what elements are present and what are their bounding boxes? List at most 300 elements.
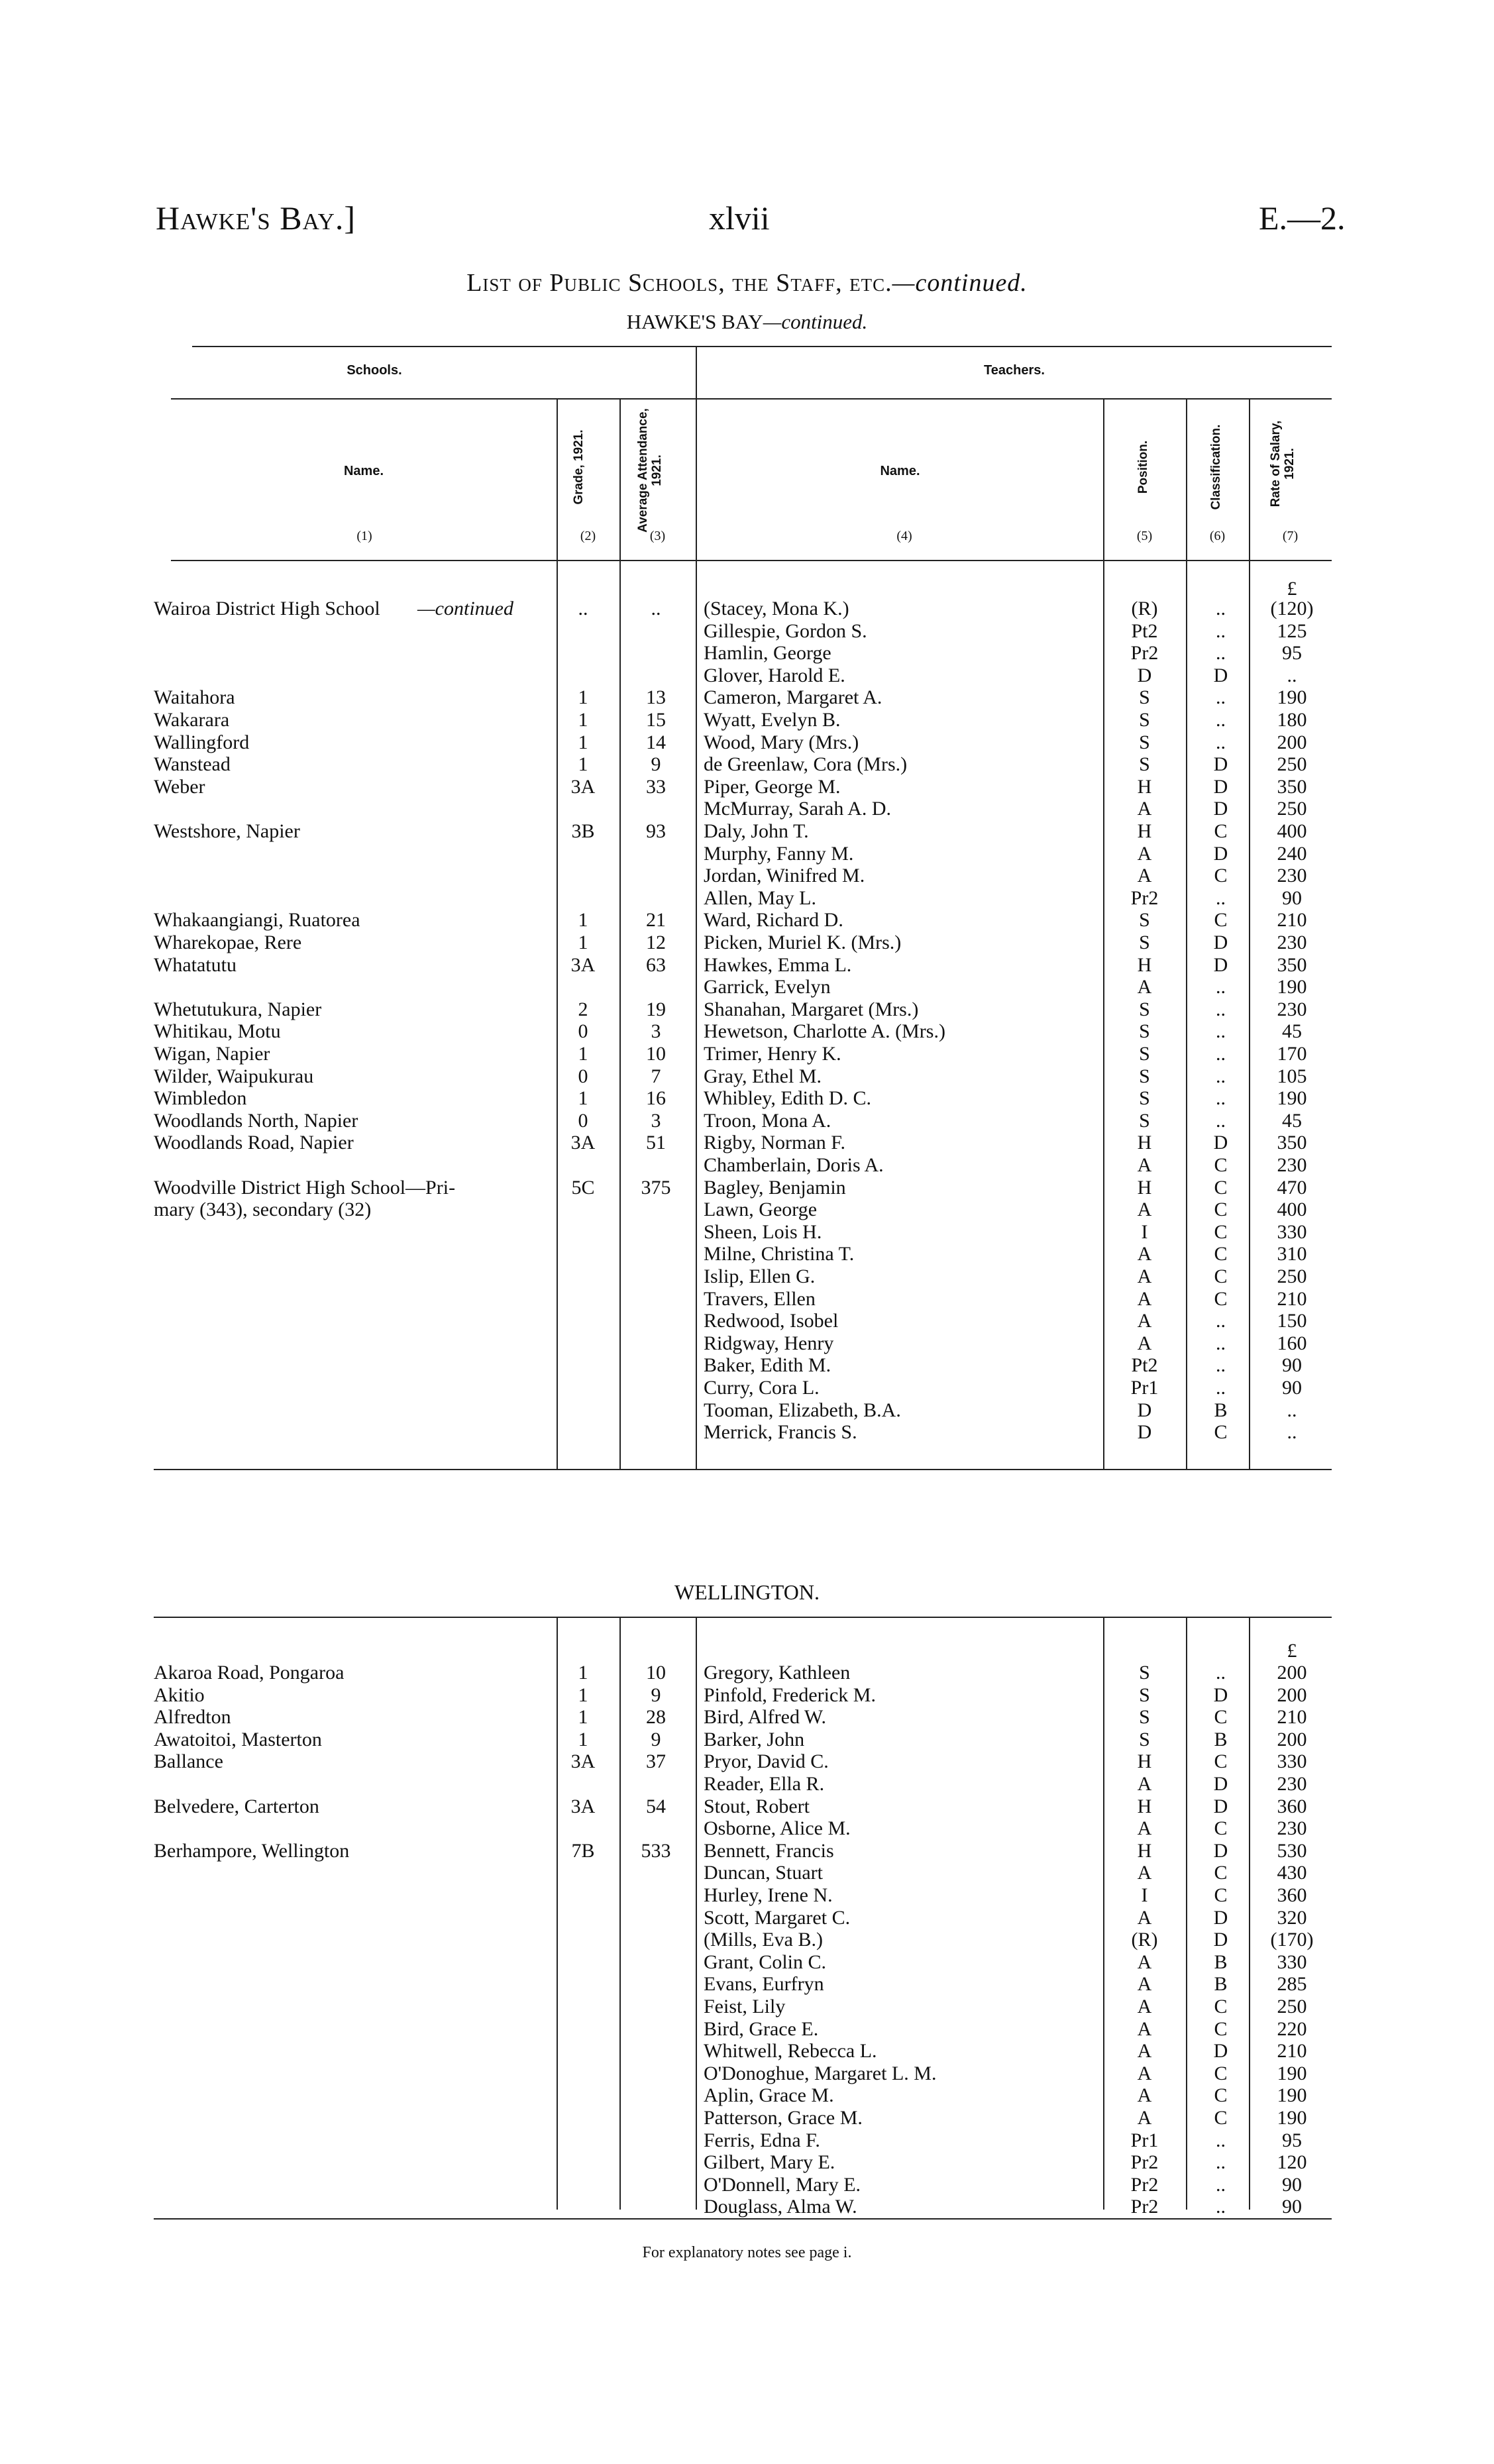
salary: 240 <box>1277 842 1307 865</box>
attendance: 28 <box>646 1706 666 1729</box>
teacher-name: Hawkes, Emma L. <box>704 953 852 976</box>
table-bottom-rule <box>154 1469 1332 1470</box>
position: A <box>1137 2084 1152 2107</box>
classification: C <box>1214 1706 1228 1729</box>
attendance: .. <box>651 598 661 619</box>
classification: .. <box>1216 1043 1226 1065</box>
classification: .. <box>1216 1109 1226 1132</box>
classification: D <box>1213 2040 1228 2062</box>
salary: 210 <box>1277 909 1307 932</box>
classification: D <box>1213 932 1228 953</box>
classification: .. <box>1216 886 1226 909</box>
salary: 220 <box>1277 2017 1307 2040</box>
colnum-5: (5) <box>1136 529 1153 543</box>
classification: B <box>1214 1399 1228 1421</box>
position: A <box>1137 865 1152 887</box>
attendance: 12 <box>646 932 666 953</box>
teacher-name: Evans, Eurfryn <box>704 1973 824 1996</box>
school-name: Woodlands North, Napier <box>154 1109 358 1132</box>
classification: .. <box>1216 998 1226 1020</box>
position: Pt2 <box>1131 619 1158 642</box>
classification: .. <box>1216 1377 1226 1399</box>
teacher-name: Chamberlain, Doris A. <box>704 1154 884 1176</box>
grade: 3A <box>570 1795 596 1817</box>
school-name: Wharekopae, Rere <box>154 932 302 953</box>
position: A <box>1137 2040 1152 2062</box>
teacher-name: Bird, Alfred W. <box>704 1706 826 1729</box>
classification: C <box>1214 820 1228 842</box>
classification: B <box>1214 1973 1228 1996</box>
teacher-name: Jordan, Winifred M. <box>704 865 865 887</box>
grade: 1 <box>578 709 588 731</box>
school-name: Berhampore, Wellington <box>154 1839 350 1862</box>
table-row <box>0 909 1494 931</box>
position: S <box>1139 709 1150 731</box>
salary: 250 <box>1277 753 1307 776</box>
salary: 320 <box>1277 1906 1307 1929</box>
table-row <box>0 1377 1494 1399</box>
salary: 190 <box>1277 686 1307 709</box>
salary: 250 <box>1277 1265 1307 1287</box>
position: D <box>1137 664 1152 686</box>
salary: 90 <box>1282 2196 1302 2218</box>
position: Pt2 <box>1131 1354 1158 1377</box>
classification: B <box>1214 1728 1228 1750</box>
classification: C <box>1214 1154 1228 1176</box>
grade: 1 <box>578 1087 588 1110</box>
position: S <box>1139 932 1150 953</box>
table-row <box>0 1817 1494 1839</box>
teacher-name: Rigby, Norman F. <box>704 1132 845 1154</box>
teacher-name: O'Donoghue, Margaret L. M. <box>704 2062 937 2084</box>
grade: 1 <box>578 1043 588 1065</box>
position: I <box>1141 1884 1148 1906</box>
salary: 200 <box>1277 1728 1307 1750</box>
position: S <box>1139 753 1150 776</box>
teacher-name: Wood, Mary (Mrs.) <box>704 731 859 753</box>
classification: C <box>1214 1862 1228 1884</box>
position: Pr2 <box>1130 642 1159 665</box>
classification: .. <box>1216 642 1226 665</box>
attendance: 33 <box>646 775 666 798</box>
grade: 3B <box>571 820 595 842</box>
grade: 7B <box>571 1839 595 1862</box>
attendance: 15 <box>646 709 666 731</box>
grade: 3A <box>570 1750 596 1773</box>
position: A <box>1137 2017 1152 2040</box>
salary: .. <box>1287 1399 1297 1421</box>
salary: 95 <box>1282 642 1302 665</box>
salary: 250 <box>1277 1996 1307 2017</box>
position: A <box>1137 2062 1152 2084</box>
classification: D <box>1213 1773 1228 1795</box>
table-row <box>0 2040 1494 2062</box>
salary: 105 <box>1277 1065 1307 1087</box>
teacher-name: Barker, John <box>704 1728 805 1750</box>
teacher-name: Redwood, Isobel <box>704 1310 839 1332</box>
salary: 210 <box>1277 2040 1307 2062</box>
grade: 1 <box>578 686 588 709</box>
grade: 2 <box>578 998 588 1020</box>
attendance: 51 <box>646 1132 666 1154</box>
table-row <box>0 1662 1494 1684</box>
grade: 1 <box>578 1706 588 1729</box>
position: D <box>1137 1399 1152 1421</box>
teacher-name: Whitwell, Rebecca L. <box>704 2040 877 2062</box>
teacher-name: Piper, George M. <box>704 775 841 798</box>
teacher-name: Hurley, Irene N. <box>704 1884 833 1906</box>
running-head-left: Hawke's Bay.] <box>156 199 356 237</box>
classification: D <box>1213 753 1228 776</box>
table-row <box>0 2151 1494 2173</box>
salary: 330 <box>1277 1750 1307 1773</box>
salary: 160 <box>1277 1332 1307 1354</box>
position: H <box>1137 1750 1152 1773</box>
classification: C <box>1214 1421 1228 1444</box>
table-row <box>0 865 1494 886</box>
grade: 0 <box>578 1020 588 1043</box>
classification: C <box>1214 2017 1228 2040</box>
salary: 90 <box>1282 886 1302 909</box>
position: A <box>1137 1951 1152 1973</box>
table-row <box>0 1840 1494 1862</box>
classification: C <box>1214 909 1228 932</box>
teacher-name: Merrick, Francis S. <box>704 1421 857 1444</box>
table-row <box>0 1750 1494 1772</box>
classification: D <box>1213 775 1228 798</box>
attendance: 93 <box>646 820 666 842</box>
table-header-rule <box>171 560 1332 561</box>
grade: 0 <box>578 1065 588 1087</box>
classification: .. <box>1216 1310 1226 1332</box>
teacher-name: Gilbert, Mary E. <box>704 2151 835 2174</box>
table-row <box>0 1087 1494 1109</box>
attendance: 7 <box>651 1065 661 1087</box>
school-name: Waitahora <box>154 686 235 709</box>
classification: B <box>1214 1951 1228 1973</box>
position: A <box>1137 1199 1152 1221</box>
school-name: Woodville District High School—Pri- <box>154 1176 456 1199</box>
teacher-name: Ridgway, Henry <box>704 1332 834 1354</box>
classification: C <box>1214 1265 1228 1287</box>
table-row <box>0 1221 1494 1243</box>
attendance: 375 <box>641 1176 671 1199</box>
table-row <box>0 1020 1494 1042</box>
teacher-name: Patterson, Grace M. <box>704 2107 863 2129</box>
teacher-name: Tooman, Elizabeth, B.A. <box>704 1399 901 1421</box>
teacher-name: Stout, Robert <box>704 1795 810 1817</box>
table-row <box>0 1399 1494 1421</box>
position: A <box>1137 1332 1152 1354</box>
attendance: 533 <box>641 1839 671 1862</box>
position: A <box>1137 2107 1152 2129</box>
salary: 200 <box>1277 1684 1307 1706</box>
table-row <box>0 1421 1494 1443</box>
salary: 90 <box>1282 1354 1302 1377</box>
salary: (120) <box>1270 598 1314 619</box>
position: S <box>1139 998 1150 1020</box>
attendance: 37 <box>646 1750 666 1773</box>
page-title: List of Public Schools, the Staff, etc.—continued. <box>466 269 1028 297</box>
position: S <box>1139 1087 1150 1110</box>
teacher-name: Troon, Mona A. <box>704 1109 831 1132</box>
classification: C <box>1214 2062 1228 2084</box>
grade: 3A <box>570 1132 596 1154</box>
position: H <box>1137 953 1152 976</box>
classification: C <box>1214 1199 1228 1221</box>
table-row <box>0 1132 1494 1153</box>
attendance: 10 <box>646 1043 666 1065</box>
position: Pr2 <box>1130 2151 1159 2174</box>
w-pound-sign: £ <box>1287 1640 1297 1662</box>
table-row <box>0 1907 1494 1929</box>
header-salary: Rate of Salary, 1921. <box>1269 420 1297 508</box>
position: S <box>1139 731 1150 753</box>
salary: 250 <box>1277 798 1307 820</box>
salary: 45 <box>1282 1109 1302 1132</box>
attendance: 19 <box>646 998 666 1020</box>
group-header-teachers: Teachers. <box>984 363 1045 378</box>
grade: 1 <box>578 1662 588 1684</box>
table-row <box>0 731 1494 753</box>
classification: D <box>1213 1929 1228 1951</box>
classification: D <box>1213 842 1228 865</box>
position: (R) <box>1131 598 1158 619</box>
grade: 1 <box>578 1684 588 1706</box>
school-name: Wanstead <box>154 753 231 776</box>
salary: 190 <box>1277 2107 1307 2129</box>
school-name: Wimbledon <box>154 1087 247 1110</box>
salary: .. <box>1287 1421 1297 1444</box>
table-row <box>0 1288 1494 1310</box>
salary: 330 <box>1277 1220 1307 1243</box>
classification: .. <box>1216 1087 1226 1110</box>
teacher-name: O'Donnell, Mary E. <box>704 2173 861 2196</box>
salary: 180 <box>1277 709 1307 731</box>
salary: 230 <box>1277 1154 1307 1176</box>
teacher-name: Bagley, Benjamin <box>704 1176 846 1199</box>
position: Pr1 <box>1130 1377 1159 1399</box>
teacher-name: Douglass, Alma W. <box>704 2196 857 2218</box>
colnum-2: (2) <box>580 529 596 543</box>
attendance: 16 <box>646 1087 666 1110</box>
position: A <box>1137 1154 1152 1176</box>
salary: 120 <box>1277 2151 1307 2174</box>
salary: 210 <box>1277 1706 1307 1729</box>
position: A <box>1137 1817 1152 1840</box>
school-name: Wallingford <box>154 731 250 753</box>
table-row <box>0 1043 1494 1065</box>
position: A <box>1137 1973 1152 1996</box>
table-row <box>0 1199 1494 1220</box>
table-row <box>0 1951 1494 1973</box>
table-row <box>0 843 1494 865</box>
table-row <box>0 1973 1494 1995</box>
position: A <box>1137 1243 1152 1265</box>
position: A <box>1137 798 1152 820</box>
salary: 400 <box>1277 820 1307 842</box>
classification: C <box>1214 2084 1228 2107</box>
table-row <box>0 753 1494 775</box>
table-row <box>0 1110 1494 1132</box>
salary: 230 <box>1277 865 1307 887</box>
classification: .. <box>1216 2151 1226 2174</box>
classification: C <box>1214 1176 1228 1199</box>
teacher-name: Scott, Margaret C. <box>704 1906 851 1929</box>
classification: D <box>1213 1906 1228 1929</box>
salary: 45 <box>1282 1020 1302 1043</box>
position: A <box>1137 1773 1152 1795</box>
salary: 230 <box>1277 932 1307 953</box>
table-row <box>0 2174 1494 2196</box>
teacher-name: Shanahan, Margaret (Mrs.) <box>704 998 919 1020</box>
attendance: 9 <box>651 1728 661 1750</box>
teacher-name: McMurray, Sarah A. D. <box>704 798 891 820</box>
table-row <box>0 954 1494 976</box>
teacher-name: Baker, Edith M. <box>704 1354 831 1377</box>
region-subtitle: HAWKE'S BAY—continued. <box>626 310 868 333</box>
classification: .. <box>1216 1354 1226 1377</box>
teacher-name: Grant, Colin C. <box>704 1951 826 1973</box>
classification: .. <box>1216 1020 1226 1043</box>
colnum-4: (4) <box>896 529 912 543</box>
table-row <box>0 2018 1494 2040</box>
attendance: 13 <box>646 686 666 709</box>
attendance: 54 <box>646 1795 666 1817</box>
classification: C <box>1214 2107 1228 2129</box>
colnum-6: (6) <box>1209 529 1226 543</box>
position: Pr2 <box>1130 886 1159 909</box>
salary: 360 <box>1277 1795 1307 1817</box>
classification: .. <box>1216 1065 1226 1087</box>
table-row <box>0 1884 1494 1906</box>
table-row <box>0 998 1494 1020</box>
table-row <box>0 776 1494 798</box>
salary: 430 <box>1277 1862 1307 1884</box>
teacher-name: Ward, Richard D. <box>704 909 843 932</box>
teacher-name: Wyatt, Evelyn B. <box>704 709 841 731</box>
position: S <box>1139 686 1150 709</box>
position: (R) <box>1131 1929 1158 1951</box>
classification: C <box>1214 1996 1228 2017</box>
table-row <box>0 1177 1494 1199</box>
attendance: 14 <box>646 731 666 753</box>
salary: 170 <box>1277 1043 1307 1065</box>
teacher-name: Gray, Ethel M. <box>704 1065 822 1087</box>
salary: 360 <box>1277 1884 1307 1906</box>
teacher-name: Pinfold, Frederick M. <box>704 1684 876 1706</box>
salary: 330 <box>1277 1951 1307 1973</box>
position: S <box>1139 1043 1150 1065</box>
position: S <box>1139 1065 1150 1087</box>
position: S <box>1139 1109 1150 1132</box>
teacher-name: Hewetson, Charlotte A. (Mrs.) <box>704 1020 945 1043</box>
teacher-name: Murphy, Fanny M. <box>704 842 854 865</box>
running-head-right: E.—2. <box>1259 199 1346 237</box>
salary: 200 <box>1277 1662 1307 1684</box>
position: A <box>1137 1862 1152 1884</box>
page-number: xlvii <box>709 199 770 237</box>
position: H <box>1137 775 1152 798</box>
classification: .. <box>1216 686 1226 709</box>
teacher-name: Islip, Ellen G. <box>704 1265 816 1287</box>
teacher-name: Gregory, Kathleen <box>704 1662 851 1684</box>
table-row <box>0 642 1494 664</box>
colnum-1: (1) <box>356 529 372 543</box>
school-name: Wigan, Napier <box>154 1043 270 1065</box>
grade: 3A <box>570 953 596 976</box>
classification: C <box>1214 1287 1228 1310</box>
position: S <box>1139 1706 1150 1729</box>
table-top-rule <box>192 346 1332 347</box>
school-name: Wakarara <box>154 709 230 731</box>
table-row <box>0 887 1494 909</box>
school-name: Wilder, Waipukurau <box>154 1065 314 1087</box>
teacher-name: Bennett, Francis <box>704 1839 834 1862</box>
table-row <box>0 686 1494 708</box>
salary: 210 <box>1277 1287 1307 1310</box>
position: A <box>1137 1310 1152 1332</box>
table-row <box>0 1332 1494 1354</box>
classification: .. <box>1216 2173 1226 2196</box>
school-name: Akitio <box>154 1684 205 1706</box>
salary: 125 <box>1277 619 1307 642</box>
salary: 310 <box>1277 1243 1307 1265</box>
pound-sign: £ <box>1287 578 1297 600</box>
grade: 0 <box>578 1109 588 1132</box>
salary: 90 <box>1282 2173 1302 2196</box>
header-grade: Grade, 1921. <box>572 429 586 505</box>
teacher-name: (Mills, Eva B.) <box>704 1929 823 1951</box>
table-row <box>0 1729 1494 1750</box>
table-row <box>0 1862 1494 1884</box>
position: A <box>1137 1265 1152 1287</box>
table-row <box>0 598 1494 619</box>
salary: 285 <box>1277 1973 1307 1996</box>
table-row <box>0 2196 1494 2218</box>
classification: C <box>1214 1750 1228 1773</box>
school-name: Whakaangiangi, Ruatorea <box>154 909 360 932</box>
teacher-name: (Stacey, Mona K.) <box>704 598 849 619</box>
grade: 1 <box>578 731 588 753</box>
salary: 350 <box>1277 953 1307 976</box>
table-row <box>0 2107 1494 2129</box>
classification: .. <box>1216 2196 1226 2218</box>
classification: C <box>1214 1243 1228 1265</box>
teacher-name: Garrick, Evelyn <box>704 976 831 998</box>
position: H <box>1137 820 1152 842</box>
salary: .. <box>1287 664 1297 686</box>
table-row <box>0 2129 1494 2151</box>
salary: 190 <box>1277 2084 1307 2107</box>
salary: 95 <box>1282 2129 1302 2151</box>
salary: 230 <box>1277 1773 1307 1795</box>
position: S <box>1139 1662 1150 1684</box>
colnum-3: (3) <box>649 529 666 543</box>
wellington-bottom-rule <box>154 2218 1332 2220</box>
classification: D <box>1213 664 1228 686</box>
teacher-name: Travers, Ellen <box>704 1287 816 1310</box>
classification: D <box>1213 1132 1228 1154</box>
teacher-name: Allen, May L. <box>704 886 816 909</box>
salary: 150 <box>1277 1310 1307 1332</box>
header-position: Position. <box>1136 440 1150 494</box>
position: Pr2 <box>1130 2196 1159 2218</box>
table-row <box>0 798 1494 820</box>
teacher-name: Whibley, Edith D. C. <box>704 1087 872 1110</box>
position: S <box>1139 909 1150 932</box>
position: A <box>1137 1287 1152 1310</box>
